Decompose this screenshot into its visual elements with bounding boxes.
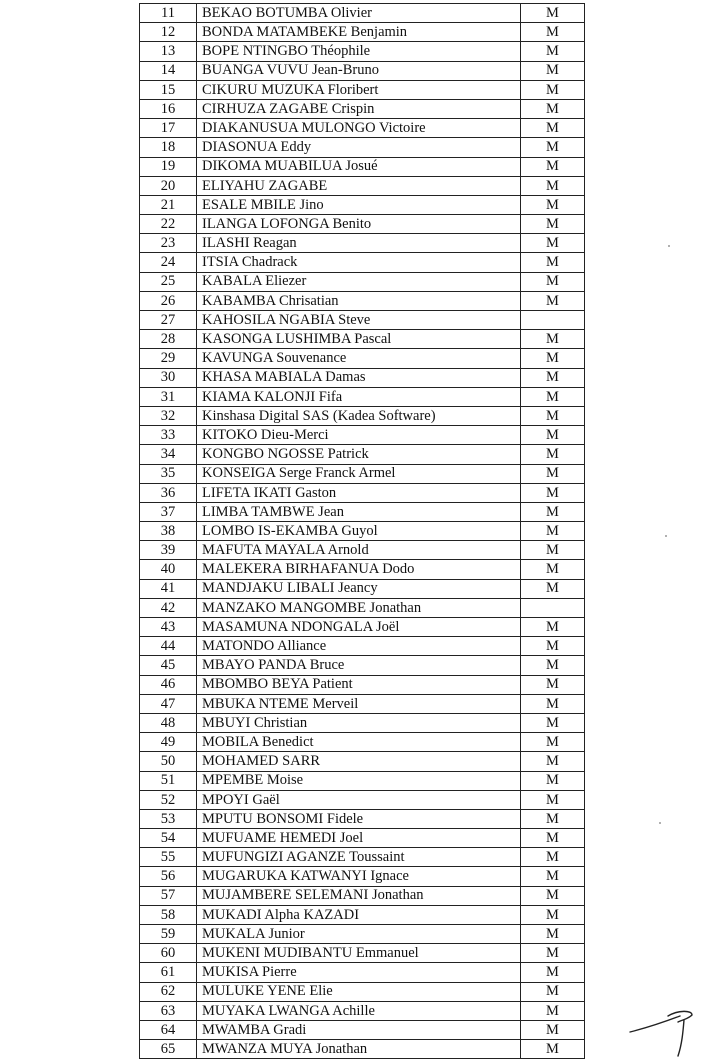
gender-cell: M [521,752,585,771]
row-number-cell: 22 [140,215,197,234]
table-row [140,771,585,790]
table-row [140,234,585,253]
row-number-cell: 62 [140,982,197,1001]
gender-cell: M [521,579,585,598]
row-number-cell: 26 [140,291,197,310]
table-row [140,483,585,502]
table-row [140,1001,585,1020]
row-number-cell: 42 [140,598,197,617]
row-number-cell: 46 [140,675,197,694]
participant-name-cell: DIAKANUSUA MULONGO Victoire [197,119,521,138]
gender-cell [521,311,585,330]
gender-cell: M [521,42,585,61]
participant-name-cell: MBAYO PANDA Bruce [197,656,521,675]
table-row [140,445,585,464]
row-number-cell: 54 [140,829,197,848]
handwritten-signature [628,1002,708,1057]
table-row [140,829,585,848]
participant-name-cell: MUKISA Pierre [197,963,521,982]
gender-cell: M [521,253,585,272]
gender-cell: M [521,790,585,809]
participant-name-cell: MBUKA NTEME Merveil [197,694,521,713]
table-row [140,541,585,560]
table-row [140,809,585,828]
row-number-cell: 24 [140,253,197,272]
row-number-cell: 57 [140,886,197,905]
row-number-cell: 60 [140,944,197,963]
table-row [140,848,585,867]
table-row [140,637,585,656]
table-row [140,905,585,924]
participant-name-cell: LOMBO IS-EKAMBA Guyol [197,522,521,541]
participant-name-cell: ELIYAHU ZAGABE [197,176,521,195]
gender-cell: M [521,694,585,713]
row-number-cell: 40 [140,560,197,579]
participant-name-cell: ILASHI Reagan [197,234,521,253]
gender-cell [521,598,585,617]
gender-cell: M [521,925,585,944]
participant-name-cell: MPUTU BONSOMI Fidele [197,809,521,828]
gender-cell: M [521,944,585,963]
row-number-cell: 14 [140,61,197,80]
participant-name-cell: MUGARUKA KATWANYI Ignace [197,867,521,886]
row-number-cell: 11 [140,4,197,23]
participant-name-cell: ITSIA Chadrack [197,253,521,272]
row-number-cell: 43 [140,618,197,637]
participant-name-cell: MANDJAKU LIBALI Jeancy [197,579,521,598]
row-number-cell: 28 [140,330,197,349]
row-number-cell: 56 [140,867,197,886]
row-number-cell: 29 [140,349,197,368]
participant-name-cell: DIASONUA Eddy [197,138,521,157]
participant-name-cell: BONDA MATAMBEKE Benjamin [197,23,521,42]
row-number-cell: 50 [140,752,197,771]
table-row [140,579,585,598]
participant-name-cell: ESALE MBILE Jino [197,195,521,214]
participant-name-cell: MPOYI Gaël [197,790,521,809]
participant-name-cell: KABAMBA Chrisatian [197,291,521,310]
row-number-cell: 25 [140,272,197,291]
participant-table [139,3,585,1059]
gender-cell: M [521,1020,585,1039]
table-row [140,426,585,445]
table-row [140,598,585,617]
participant-name-cell: CIRHUZA ZAGABE Crispin [197,99,521,118]
gender-cell: M [521,23,585,42]
row-number-cell: 37 [140,502,197,521]
gender-cell: M [521,119,585,138]
gender-cell: M [521,215,585,234]
row-number-cell: 15 [140,80,197,99]
participant-name-cell: MULUKE YENE Elie [197,982,521,1001]
gender-cell: M [521,445,585,464]
participant-name-cell: MUKENI MUDIBANTU Emmanuel [197,944,521,963]
participant-table-body [140,4,585,1059]
row-number-cell: 53 [140,809,197,828]
participant-name-cell: MUKALA Junior [197,925,521,944]
gender-cell: M [521,771,585,790]
row-number-cell: 32 [140,406,197,425]
participant-name-cell: KONSEIGA Serge Franck Armel [197,464,521,483]
row-number-cell: 31 [140,387,197,406]
table-row [140,157,585,176]
table-row [140,502,585,521]
participant-name-cell: MOHAMED SARR [197,752,521,771]
table-row [140,253,585,272]
table-row [140,944,585,963]
scan-speck [668,245,670,247]
row-number-cell: 36 [140,483,197,502]
table-row [140,406,585,425]
table-row [140,867,585,886]
participant-name-cell: MALEKERA BIRHAFANUA Dodo [197,560,521,579]
participant-name-cell: LIFETA IKATI Gaston [197,483,521,502]
participant-name-cell: KAVUNGA Souvenance [197,349,521,368]
participant-name-cell: BOPE NTINGBO Théophile [197,42,521,61]
row-number-cell: 18 [140,138,197,157]
table-row [140,733,585,752]
gender-cell: M [521,464,585,483]
gender-cell: M [521,1001,585,1020]
table-row [140,656,585,675]
gender-cell: M [521,99,585,118]
table-row [140,963,585,982]
participant-name-cell: BUANGA VUVU Jean-Bruno [197,61,521,80]
table-row [140,176,585,195]
gender-cell: M [521,618,585,637]
row-number-cell: 47 [140,694,197,713]
table-row [140,311,585,330]
gender-cell: M [521,982,585,1001]
row-number-cell: 52 [140,790,197,809]
row-number-cell: 39 [140,541,197,560]
participant-name-cell: MBUYI Christian [197,713,521,732]
participant-name-cell: MANZAKO MANGOMBE Jonathan [197,598,521,617]
row-number-cell: 48 [140,713,197,732]
participant-name-cell: KIAMA KALONJI Fifa [197,387,521,406]
gender-cell: M [521,330,585,349]
gender-cell: M [521,157,585,176]
gender-cell: M [521,4,585,23]
row-number-cell: 21 [140,195,197,214]
participant-name-cell: MPEMBE Moise [197,771,521,790]
row-number-cell: 63 [140,1001,197,1020]
row-number-cell: 23 [140,234,197,253]
participant-name-cell: LIMBA TAMBWE Jean [197,502,521,521]
row-number-cell: 20 [140,176,197,195]
row-number-cell: 58 [140,905,197,924]
gender-cell: M [521,406,585,425]
row-number-cell: 45 [140,656,197,675]
table-row [140,886,585,905]
table-row [140,119,585,138]
row-number-cell: 41 [140,579,197,598]
row-number-cell: 55 [140,848,197,867]
row-number-cell: 33 [140,426,197,445]
row-number-cell: 51 [140,771,197,790]
table-row [140,272,585,291]
participant-name-cell: BEKAO BOTUMBA Olivier [197,4,521,23]
scan-speck [659,822,661,824]
gender-cell: M [521,656,585,675]
table-row [140,713,585,732]
gender-cell: M [521,234,585,253]
table-row [140,464,585,483]
participant-name-cell: Kinshasa Digital SAS (Kadea Software) [197,406,521,425]
row-number-cell: 34 [140,445,197,464]
table-row [140,42,585,61]
gender-cell: M [521,963,585,982]
participant-name-cell: KONGBO NGOSSE Patrick [197,445,521,464]
gender-cell: M [521,522,585,541]
row-number-cell: 59 [140,925,197,944]
table-row [140,215,585,234]
participant-name-cell: MASAMUNA NDONGALA Joël [197,618,521,637]
gender-cell: M [521,809,585,828]
gender-cell: M [521,61,585,80]
table-row [140,99,585,118]
row-number-cell: 64 [140,1020,197,1039]
table-row [140,349,585,368]
table-row [140,925,585,944]
participant-name-cell: MAFUTA MAYALA Arnold [197,541,521,560]
participant-name-cell: MBOMBO BEYA Patient [197,675,521,694]
row-number-cell: 61 [140,963,197,982]
gender-cell: M [521,848,585,867]
table-row [140,80,585,99]
table-row [140,330,585,349]
table-row [140,195,585,214]
table-row [140,982,585,1001]
gender-cell: M [521,733,585,752]
table-row [140,675,585,694]
table-row [140,560,585,579]
participant-name-cell: MUYAKA LWANGA Achille [197,1001,521,1020]
participant-name-cell: CIKURU MUZUKA Floribert [197,80,521,99]
row-number-cell: 12 [140,23,197,42]
gender-cell: M [521,80,585,99]
row-number-cell: 13 [140,42,197,61]
gender-cell: M [521,829,585,848]
row-number-cell: 35 [140,464,197,483]
participant-name-cell: KASONGA LUSHIMBA Pascal [197,330,521,349]
gender-cell: M [521,886,585,905]
table-row [140,387,585,406]
gender-cell: M [521,291,585,310]
row-number-cell: 30 [140,368,197,387]
participant-name-cell: MWAMBA Gradi [197,1020,521,1039]
table-row [140,752,585,771]
row-number-cell: 44 [140,637,197,656]
gender-cell: M [521,637,585,656]
gender-cell: M [521,368,585,387]
table-row [140,61,585,80]
gender-cell: M [521,138,585,157]
table-row [140,790,585,809]
participant-name-cell: KAHOSILA NGABIA Steve [197,311,521,330]
participant-name-cell: MUFUAME HEMEDI Joel [197,829,521,848]
row-number-cell: 16 [140,99,197,118]
gender-cell: M [521,483,585,502]
participant-name-cell: MOBILA Benedict [197,733,521,752]
participant-name-cell: KHASA MABIALA Damas [197,368,521,387]
table-row [140,1040,585,1059]
gender-cell: M [521,867,585,886]
participant-name-cell: MUFUNGIZI AGANZE Toussaint [197,848,521,867]
table-row [140,1020,585,1039]
participant-name-cell: MATONDO Alliance [197,637,521,656]
scan-speck [665,535,667,537]
gender-cell: M [521,387,585,406]
participant-name-cell: MUKADI Alpha KAZADI [197,905,521,924]
row-number-cell: 38 [140,522,197,541]
gender-cell: M [521,502,585,521]
participant-name-cell: MWANZA MUYA Jonathan [197,1040,521,1059]
table-row [140,522,585,541]
gender-cell: M [521,905,585,924]
table-row [140,138,585,157]
participant-name-cell: DIKOMA MUABILUA Josué [197,157,521,176]
table-row [140,618,585,637]
gender-cell: M [521,195,585,214]
gender-cell: M [521,1040,585,1059]
participant-name-cell: MUJAMBERE SELEMANI Jonathan [197,886,521,905]
gender-cell: M [521,675,585,694]
gender-cell: M [521,349,585,368]
participant-name-cell: KITOKO Dieu-Merci [197,426,521,445]
gender-cell: M [521,176,585,195]
row-number-cell: 65 [140,1040,197,1059]
gender-cell: M [521,541,585,560]
row-number-cell: 19 [140,157,197,176]
row-number-cell: 27 [140,311,197,330]
row-number-cell: 17 [140,119,197,138]
table-row [140,694,585,713]
gender-cell: M [521,272,585,291]
table-row [140,23,585,42]
table-row [140,368,585,387]
table-row [140,291,585,310]
gender-cell: M [521,426,585,445]
gender-cell: M [521,560,585,579]
participant-name-cell: ILANGA LOFONGA Benito [197,215,521,234]
gender-cell: M [521,713,585,732]
table-row [140,4,585,23]
participant-name-cell: KABALA Eliezer [197,272,521,291]
row-number-cell: 49 [140,733,197,752]
